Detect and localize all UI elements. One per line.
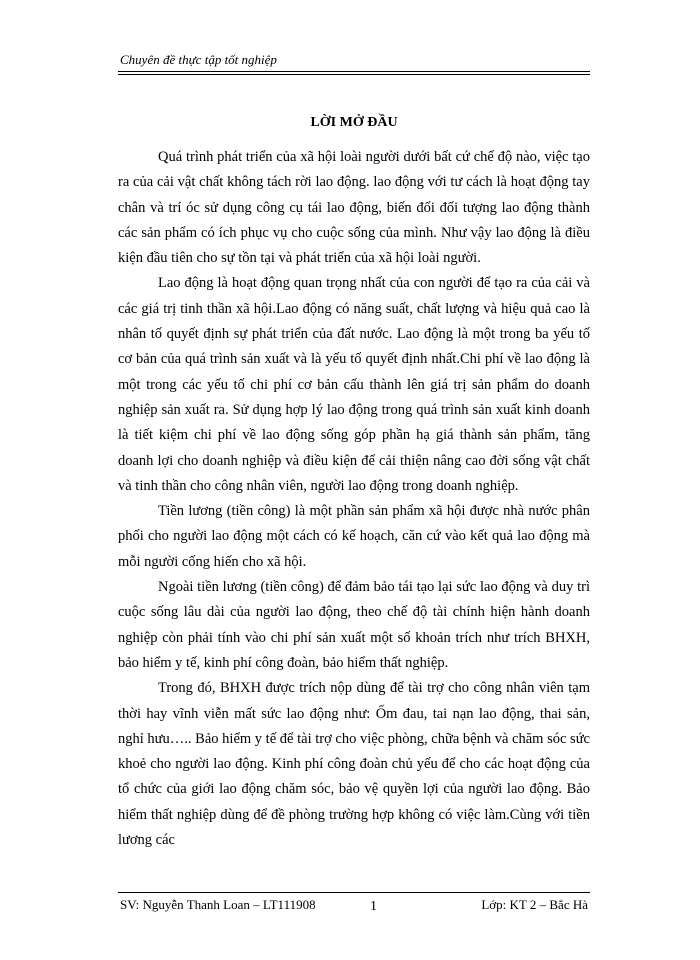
footer-student: SV: Nguyễn Thanh Loan – LT111908: [120, 897, 316, 912]
paragraph: Ngoài tiền lương (tiền công) để đảm bảo tái tạo lại sức lao động và duy trì cuộc sống lâu dài của người lao động, theo chế độ tài chính hiện hành doanh nghiệp còn phải tính vào chi phí sản xuất một số khoản trích như trích BHXH, bảo hiểm y tế, kinh phí công đoàn, bảo hiểm thất nghiệp.: [118, 579, 590, 671]
footer-divider: [118, 892, 590, 893]
page-number: 1: [370, 899, 377, 914]
section-title: LỜI MỞ ĐẦU: [310, 115, 398, 130]
paragraph: Quá trình phát triển của xã hội loài người dưới bất cứ chế độ nào, việc tạo ra của cải vật chất không tách rời lao động. lao động với tư cách là hoạt động tay chân và trí óc sử dụng công cụ tái lao động, biến đổi đối tượng lao động thành các sản phẩm có ích phục vụ cho cuộc sống của mình. Như vậy lao động là điều kiện đầu tiên cho sự tồn tại và phát triển của xã hội loài người.: [118, 149, 590, 267]
running-header: Chuyên đề thực tập tốt nghiệp: [120, 52, 277, 67]
paragraph: Lao động là hoạt động quan trọng nhất của con người để tạo ra của cải và các giá trị tinh thần xã hội.Lao động có năng suất, chất lượng và hiệu quả cao là nhân tố quyết định sự phát triển của đất nước. Lao động là một trong ba yếu tố cơ bản của quá trình sản xuất và là yếu tố quyết định nhất.Chi phí về lao động là một trong các yếu tố chi phí cơ bản cấu thành lên giá trị sản phẩm do doanh nghiệp sản xuất ra. Sử dụng hợp lý lao động trong quá trình sản xuất kinh doanh là tiết kiệm chi phí về lao động sống góp phần hạ giá thành sản phẩm, tăng doanh lợi cho doanh nghiệp và điều kiện để cải thiện nâng cao đời sống vật chất và tinh thần cho công nhân viên, người lao động trong doanh nghiệp.: [118, 275, 590, 494]
header-divider: [118, 71, 590, 72]
body-text: [118, 145, 590, 853]
paragraph: Trong đó, BHXH được trích nộp dùng để tài trợ cho công nhân viên tạm thời hay vĩnh viễn mất sức lao động như: Ốm đau, tai nạn lao động, thai sản, nghỉ hưu….. Bảo hiểm y tế để tài trợ cho việc phòng, chữa bệnh và chăm sóc sức khoẻ cho người lao động. Kinh phí công đoàn chủ yếu để cho các hoạt động của tổ chức của giới lao động chăm sóc, bảo vệ quyền lợi của người lao động. Bảo hiểm thất nghiệp dùng để đề phòng trường hợp không có việc làm.Cùng với tiền lương các: [118, 680, 590, 849]
footer-class: Lớp: KT 2 – Bắc Hà: [481, 897, 588, 912]
header-divider-secondary: [118, 74, 590, 75]
paragraph: Tiền lương (tiền công) là một phần sản phẩm xã hội được nhà nước phân phối cho người lao động một cách có kế hoạch, căn cứ vào kết quả lao động mà mỗi người cống hiến cho xã hội.: [118, 503, 590, 570]
